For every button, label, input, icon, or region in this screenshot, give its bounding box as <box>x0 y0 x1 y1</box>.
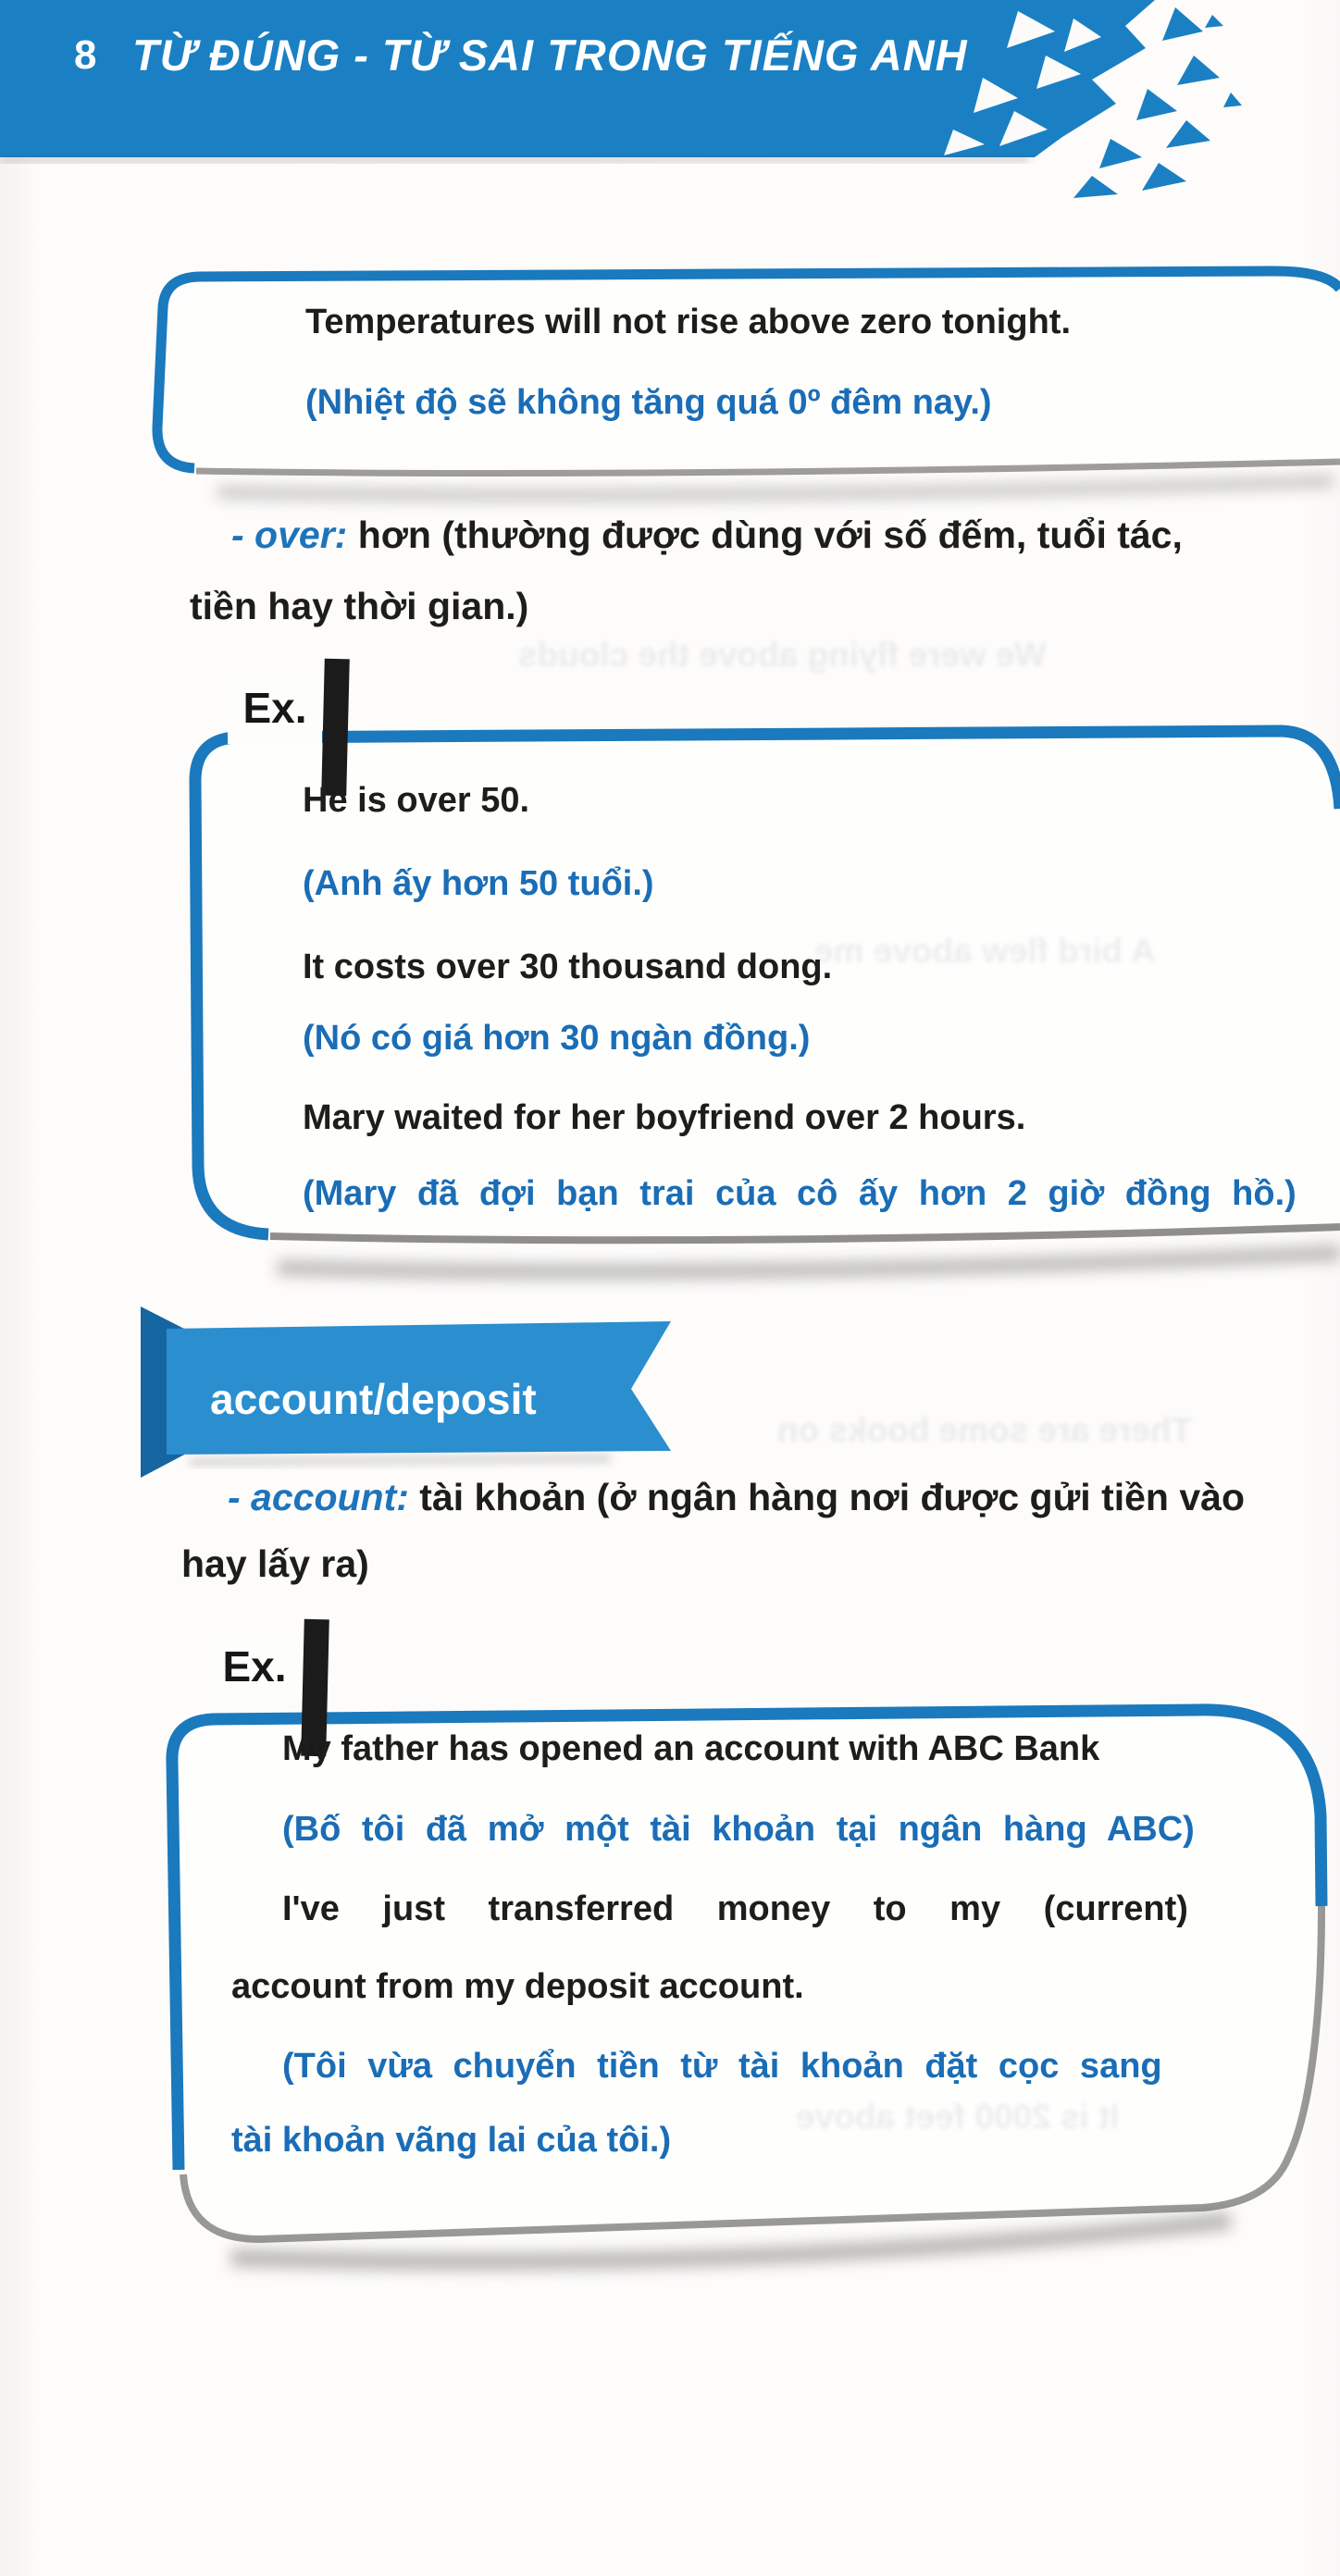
section-ribbon-label: account/deposit <box>210 1375 537 1423</box>
example-vietnamese-line: (Anh ấy hơn 50 tuổi.) <box>303 864 654 903</box>
example-vietnamese-line: (Nó có giá hơn 30 ngàn đồng.) <box>303 1019 811 1058</box>
definition-account-text: tài khoản (ở ngân hàng nơi được gửi tiền vào <box>408 1476 1246 1518</box>
bleedthrough-text: It is 2000 feet above <box>796 2098 1120 2136</box>
example-vietnamese-line: tài khoản vãng lai của tôi.) <box>231 2121 672 2160</box>
example-vietnamese-line: (Bố tôi đã mở một tài khoản tại ngân hàng ABC) <box>282 1810 1195 1849</box>
example-english-line: I've just transferred money to my (current) <box>282 1889 1188 1928</box>
page-number: 8 <box>74 32 97 78</box>
bubble-vietnamese-text: (Nhiệt độ sẽ không tăng quá 0º đêm nay.) <box>305 383 992 422</box>
example-box-1-shadow <box>278 1253 1340 1271</box>
example-label-2: Ex. <box>207 1630 302 1703</box>
example-marker-bar <box>321 659 350 797</box>
ribbon-shadow <box>190 1458 611 1462</box>
bleedthrough-text: A bird flew above me <box>814 932 1156 970</box>
definition-over-line1 <box>231 511 1183 559</box>
example-english-line: It costs over 30 thousand dong. <box>303 947 833 986</box>
example-vietnamese-line: (Mary đã đợi bạn trai của cô ấy hơn 2 giờ đồng hồ.) <box>303 1174 1297 1213</box>
example-english-line: Mary waited for her boyfriend over 2 hours. <box>303 1098 1026 1137</box>
book-title: TỪ ĐÚNG - TỪ SAI TRONG TIẾNG ANH <box>132 31 968 80</box>
header-shadow <box>0 158 1029 160</box>
definition-over-text: hơn (thường được dùng với số đếm, tuổi tác, <box>347 514 1183 556</box>
example-label-1: Ex. <box>228 672 322 744</box>
intro-bubble-shadow <box>217 481 1333 495</box>
example-english-line: account from my deposit account. <box>231 1967 804 2006</box>
bleedthrough-text: We were flying above the clouds <box>518 636 1047 674</box>
example-english-line: My father has opened an account with ABC Bank <box>282 1729 1100 1768</box>
bubble-english-text: Temperatures will not rise above zero tonight. <box>305 303 1072 341</box>
definition-over-line2: tiền hay thời gian.) <box>190 585 529 627</box>
example-english-line: He is over 50. <box>303 781 530 820</box>
term-account: - account: <box>228 1476 409 1518</box>
bleedthrough-text: There are some books on <box>777 1411 1193 1449</box>
term-over: - over: <box>231 514 348 556</box>
definition-account-line1 <box>228 1473 1245 1521</box>
example-vietnamese-line: (Tôi vừa chuyển tiền từ tài khoản đặt cọc sang <box>282 2047 1162 2086</box>
definition-account-line2: hay lấy ra) <box>181 1542 369 1585</box>
